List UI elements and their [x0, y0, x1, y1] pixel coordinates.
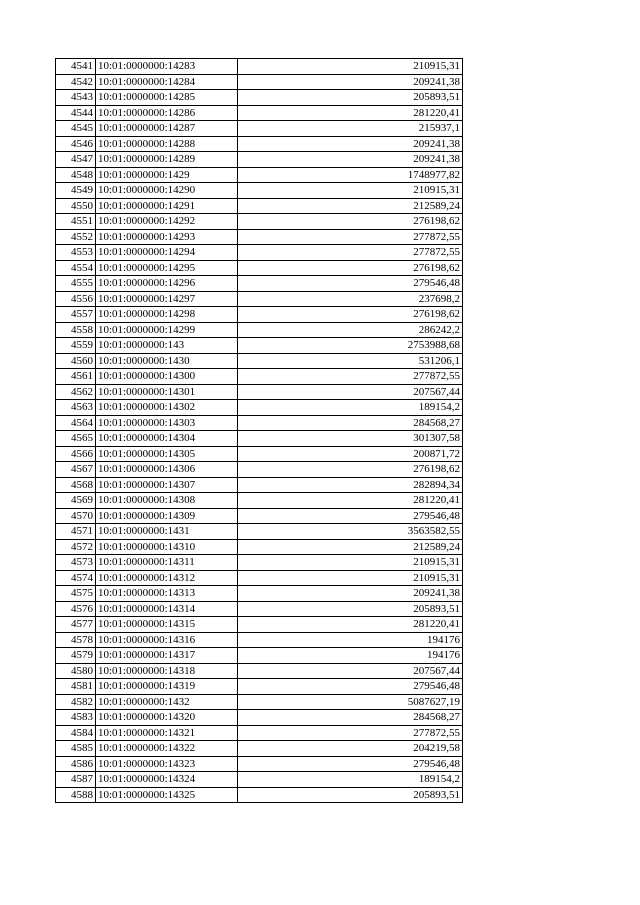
value-cell: 281220,41 [238, 105, 463, 121]
row-number-cell: 4542 [56, 74, 96, 90]
value-cell: 194176 [238, 648, 463, 664]
row-number-cell: 4555 [56, 276, 96, 292]
row-number-cell: 4570 [56, 508, 96, 524]
value-cell: 210915,31 [238, 570, 463, 586]
row-number-cell: 4583 [56, 710, 96, 726]
row-number-cell: 4585 [56, 741, 96, 757]
row-number-cell: 4567 [56, 462, 96, 478]
value-cell: 284568,27 [238, 415, 463, 431]
value-cell: 205893,51 [238, 90, 463, 106]
table-row [56, 198, 463, 214]
table-row [56, 431, 463, 447]
row-number-cell: 4551 [56, 214, 96, 230]
row-number-cell: 4559 [56, 338, 96, 354]
value-cell: 277872,55 [238, 245, 463, 261]
value-cell: 205893,51 [238, 601, 463, 617]
value-cell: 281220,41 [238, 617, 463, 633]
table-row [56, 462, 463, 478]
value-cell: 284568,27 [238, 710, 463, 726]
table-row [56, 725, 463, 741]
table-row [56, 555, 463, 571]
table-row [56, 183, 463, 199]
data-table [55, 58, 463, 803]
value-cell: 237698,2 [238, 291, 463, 307]
value-cell: 276198,62 [238, 214, 463, 230]
value-cell: 212589,24 [238, 198, 463, 214]
cadastral-number-cell: 10:01:0000000:14286 [96, 105, 238, 121]
table-row [56, 787, 463, 803]
cadastral-number-cell: 10:01:0000000:14317 [96, 648, 238, 664]
row-number-cell: 4561 [56, 369, 96, 385]
cadastral-number-cell: 10:01:0000000:14325 [96, 787, 238, 803]
row-number-cell: 4548 [56, 167, 96, 183]
table-row [56, 400, 463, 416]
row-number-cell: 4547 [56, 152, 96, 168]
row-number-cell: 4556 [56, 291, 96, 307]
row-number-cell: 4574 [56, 570, 96, 586]
cadastral-number-cell: 10:01:0000000:14307 [96, 477, 238, 493]
cadastral-number-cell: 10:01:0000000:14324 [96, 772, 238, 788]
cadastral-number-cell: 10:01:0000000:14301 [96, 384, 238, 400]
table-row [56, 152, 463, 168]
cadastral-number-cell: 10:01:0000000:14297 [96, 291, 238, 307]
row-number-cell: 4543 [56, 90, 96, 106]
row-number-cell: 4550 [56, 198, 96, 214]
row-number-cell: 4568 [56, 477, 96, 493]
table-row [56, 632, 463, 648]
cadastral-number-cell: 10:01:0000000:14283 [96, 59, 238, 75]
table-row [56, 369, 463, 385]
cadastral-number-cell: 10:01:0000000:14316 [96, 632, 238, 648]
cadastral-number-cell: 10:01:0000000:14311 [96, 555, 238, 571]
table-row [56, 772, 463, 788]
row-number-cell: 4584 [56, 725, 96, 741]
row-number-cell: 4576 [56, 601, 96, 617]
value-cell: 279546,48 [238, 276, 463, 292]
table-row [56, 105, 463, 121]
row-number-cell: 4557 [56, 307, 96, 323]
value-cell: 282894,34 [238, 477, 463, 493]
cadastral-number-cell: 10:01:0000000:14308 [96, 493, 238, 509]
row-number-cell: 4580 [56, 663, 96, 679]
row-number-cell: 4558 [56, 322, 96, 338]
table-row [56, 276, 463, 292]
cadastral-number-cell: 10:01:0000000:14306 [96, 462, 238, 478]
value-cell: 5087627,19 [238, 694, 463, 710]
table-row [56, 415, 463, 431]
value-cell: 2753988,68 [238, 338, 463, 354]
table-row [56, 524, 463, 540]
cadastral-number-cell: 10:01:0000000:14321 [96, 725, 238, 741]
value-cell: 286242,2 [238, 322, 463, 338]
value-cell: 531206,1 [238, 353, 463, 369]
cadastral-number-cell: 10:01:0000000:14296 [96, 276, 238, 292]
row-number-cell: 4549 [56, 183, 96, 199]
cadastral-number-cell: 10:01:0000000:14295 [96, 260, 238, 276]
table-row [56, 322, 463, 338]
row-number-cell: 4575 [56, 586, 96, 602]
row-number-cell: 4581 [56, 679, 96, 695]
value-cell: 209241,38 [238, 136, 463, 152]
cadastral-number-cell: 10:01:0000000:14304 [96, 431, 238, 447]
row-number-cell: 4566 [56, 446, 96, 462]
value-cell: 205893,51 [238, 787, 463, 803]
table-row [56, 90, 463, 106]
value-cell: 200871,72 [238, 446, 463, 462]
value-cell: 209241,38 [238, 152, 463, 168]
table-row [56, 493, 463, 509]
value-cell: 301307,58 [238, 431, 463, 447]
row-number-cell: 4582 [56, 694, 96, 710]
row-number-cell: 4579 [56, 648, 96, 664]
cadastral-number-cell: 10:01:0000000:14323 [96, 756, 238, 772]
table-row [56, 291, 463, 307]
table-row [56, 353, 463, 369]
cadastral-number-cell: 10:01:0000000:14285 [96, 90, 238, 106]
cadastral-number-cell: 10:01:0000000:14292 [96, 214, 238, 230]
row-number-cell: 4560 [56, 353, 96, 369]
row-number-cell: 4564 [56, 415, 96, 431]
cadastral-number-cell: 10:01:0000000:14322 [96, 741, 238, 757]
cadastral-number-cell: 10:01:0000000:143 [96, 338, 238, 354]
row-number-cell: 4572 [56, 539, 96, 555]
table-row [56, 214, 463, 230]
row-number-cell: 4577 [56, 617, 96, 633]
cadastral-number-cell: 10:01:0000000:14293 [96, 229, 238, 245]
value-cell: 209241,38 [238, 586, 463, 602]
value-cell: 277872,55 [238, 369, 463, 385]
table-row [56, 74, 463, 90]
cadastral-number-cell: 10:01:0000000:14294 [96, 245, 238, 261]
cadastral-number-cell: 10:01:0000000:14319 [96, 679, 238, 695]
cadastral-number-cell: 10:01:0000000:14303 [96, 415, 238, 431]
cadastral-number-cell: 10:01:0000000:14287 [96, 121, 238, 137]
value-cell: 209241,38 [238, 74, 463, 90]
value-cell: 276198,62 [238, 462, 463, 478]
cadastral-number-cell: 10:01:0000000:14302 [96, 400, 238, 416]
table-row [56, 338, 463, 354]
table-row [56, 570, 463, 586]
value-cell: 210915,31 [238, 59, 463, 75]
value-cell: 279546,48 [238, 679, 463, 695]
table-row [56, 710, 463, 726]
row-number-cell: 4554 [56, 260, 96, 276]
cadastral-number-cell: 10:01:0000000:14299 [96, 322, 238, 338]
table-row [56, 136, 463, 152]
cadastral-number-cell: 10:01:0000000:14313 [96, 586, 238, 602]
value-cell: 277872,55 [238, 725, 463, 741]
value-cell: 279546,48 [238, 756, 463, 772]
row-number-cell: 4545 [56, 121, 96, 137]
value-cell: 207567,44 [238, 663, 463, 679]
table-row [56, 663, 463, 679]
table-row [56, 384, 463, 400]
value-cell: 3563582,55 [238, 524, 463, 540]
value-cell: 212589,24 [238, 539, 463, 555]
table-row [56, 617, 463, 633]
cadastral-number-cell: 10:01:0000000:14320 [96, 710, 238, 726]
row-number-cell: 4573 [56, 555, 96, 571]
row-number-cell: 4562 [56, 384, 96, 400]
cadastral-number-cell: 10:01:0000000:14298 [96, 307, 238, 323]
row-number-cell: 4541 [56, 59, 96, 75]
table-row [56, 586, 463, 602]
cadastral-number-cell: 10:01:0000000:14290 [96, 183, 238, 199]
cadastral-number-cell: 10:01:0000000:1432 [96, 694, 238, 710]
table-row [56, 756, 463, 772]
cadastral-number-cell: 10:01:0000000:14305 [96, 446, 238, 462]
table-row [56, 59, 463, 75]
cadastral-number-cell: 10:01:0000000:14318 [96, 663, 238, 679]
row-number-cell: 4565 [56, 431, 96, 447]
table-row [56, 648, 463, 664]
cadastral-number-cell: 10:01:0000000:1430 [96, 353, 238, 369]
row-number-cell: 4571 [56, 524, 96, 540]
cadastral-number-cell: 10:01:0000000:14312 [96, 570, 238, 586]
value-cell: 189154,2 [238, 772, 463, 788]
table-row [56, 694, 463, 710]
row-number-cell: 4586 [56, 756, 96, 772]
row-number-cell: 4552 [56, 229, 96, 245]
table-row [56, 741, 463, 757]
value-cell: 279546,48 [238, 508, 463, 524]
row-number-cell: 4587 [56, 772, 96, 788]
value-cell: 276198,62 [238, 260, 463, 276]
value-cell: 210915,31 [238, 555, 463, 571]
cadastral-number-cell: 10:01:0000000:14315 [96, 617, 238, 633]
table-row [56, 260, 463, 276]
table-row [56, 477, 463, 493]
table-row [56, 229, 463, 245]
value-cell: 215937,1 [238, 121, 463, 137]
cadastral-number-cell: 10:01:0000000:14314 [96, 601, 238, 617]
table-row [56, 539, 463, 555]
row-number-cell: 4563 [56, 400, 96, 416]
table-body [56, 59, 463, 803]
value-cell: 189154,2 [238, 400, 463, 416]
row-number-cell: 4569 [56, 493, 96, 509]
table-row [56, 121, 463, 137]
value-cell: 207567,44 [238, 384, 463, 400]
table-row [56, 167, 463, 183]
value-cell: 277872,55 [238, 229, 463, 245]
value-cell: 1748977,82 [238, 167, 463, 183]
row-number-cell: 4578 [56, 632, 96, 648]
table-row [56, 601, 463, 617]
cadastral-number-cell: 10:01:0000000:14300 [96, 369, 238, 385]
value-cell: 281220,41 [238, 493, 463, 509]
value-cell: 210915,31 [238, 183, 463, 199]
table-row [56, 446, 463, 462]
row-number-cell: 4553 [56, 245, 96, 261]
cadastral-number-cell: 10:01:0000000:14288 [96, 136, 238, 152]
value-cell: 276198,62 [238, 307, 463, 323]
row-number-cell: 4588 [56, 787, 96, 803]
row-number-cell: 4544 [56, 105, 96, 121]
cadastral-number-cell: 10:01:0000000:14309 [96, 508, 238, 524]
cadastral-number-cell: 10:01:0000000:14284 [96, 74, 238, 90]
cadastral-number-cell: 10:01:0000000:1429 [96, 167, 238, 183]
table-row [56, 307, 463, 323]
cadastral-number-cell: 10:01:0000000:14310 [96, 539, 238, 555]
cadastral-number-cell: 10:01:0000000:1431 [96, 524, 238, 540]
row-number-cell: 4546 [56, 136, 96, 152]
table-row [56, 679, 463, 695]
table-row [56, 508, 463, 524]
table-row [56, 245, 463, 261]
cadastral-number-cell: 10:01:0000000:14289 [96, 152, 238, 168]
value-cell: 194176 [238, 632, 463, 648]
cadastral-number-cell: 10:01:0000000:14291 [96, 198, 238, 214]
value-cell: 204219,58 [238, 741, 463, 757]
